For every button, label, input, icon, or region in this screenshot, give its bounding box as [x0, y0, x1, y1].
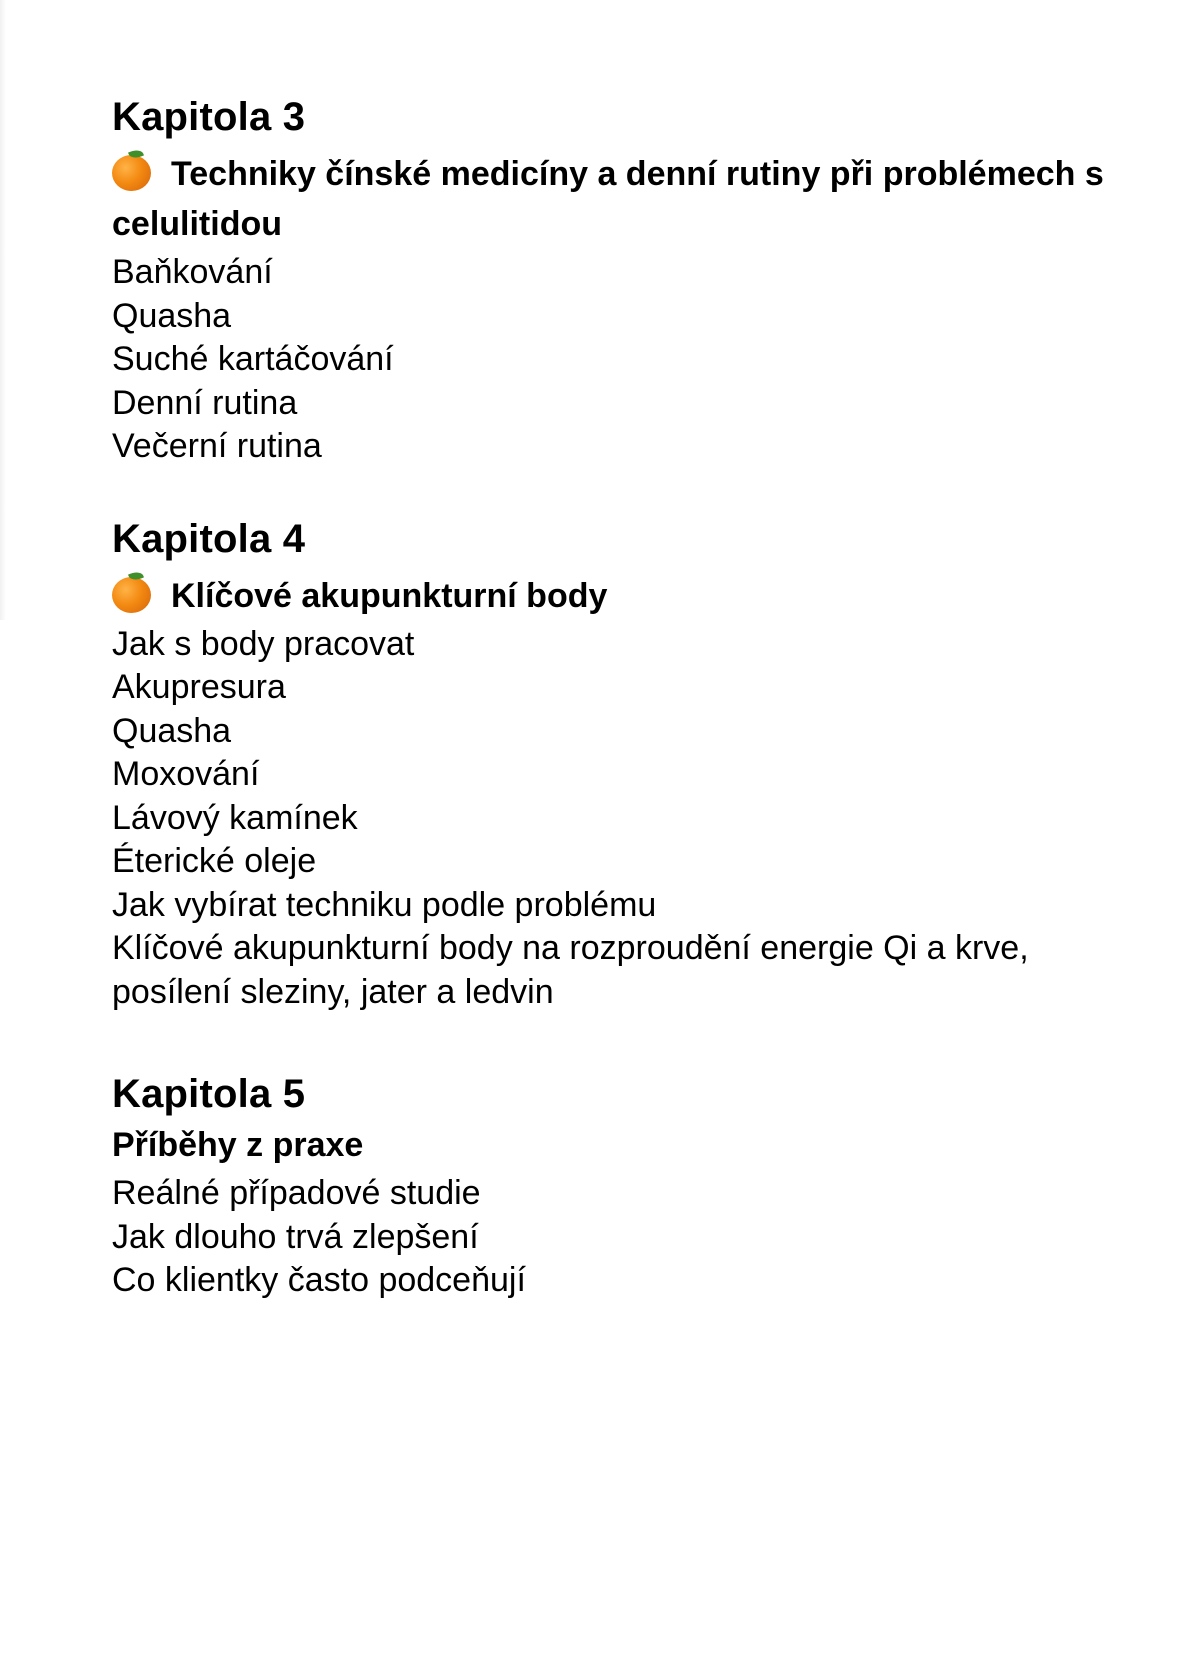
table-of-contents [112, 93, 1122, 1303]
list-item: Reálné případové studie [112, 1174, 481, 1212]
chapter-item-list [112, 251, 1122, 469]
chapter-4 [112, 515, 1122, 1015]
list-item: Suché kartáčování [112, 340, 394, 378]
list-item: Denní rutina [112, 383, 298, 422]
chapter-heading: Kapitola 5 [112, 1072, 306, 1116]
list-item: Jak vybírat techniku podle problému [112, 885, 657, 924]
list-item: Baňkování [112, 253, 273, 291]
list-item: Co klientky často podceňují [112, 1261, 526, 1299]
chapter-heading: Kapitola 4 [112, 516, 306, 561]
chapter-item-list [112, 1172, 1122, 1303]
chapter-3 [112, 93, 1122, 469]
chapter-title: Příběhy z praxe [112, 1126, 364, 1164]
list-item: Lávový kamínek [112, 798, 358, 837]
chapter-5 [112, 1070, 1122, 1303]
chapter-title-text: Klíčové akupunkturní body [171, 576, 608, 615]
orange-fruit-icon [112, 574, 151, 613]
list-item: Éterické oleje [112, 842, 317, 880]
list-item: Klíčové akupunkturní body na rozproudění energie Qi a krve, posílení sleziny, jater a ledvin [112, 929, 1029, 1011]
list-item: Akupresura [112, 668, 286, 706]
list-item: Quasha [112, 296, 232, 335]
list-item: Jak dlouho trvá zlepšení [112, 1217, 479, 1256]
orange-fruit-icon [112, 152, 151, 191]
page-edge-shadow [0, 0, 6, 620]
chapter-item-list [112, 623, 1122, 1015]
chapter-title [112, 149, 1122, 249]
chapter-title-text: Techniky čínské medicíny a denní rutiny při problémech s celulitidou [112, 155, 1104, 243]
list-item: Quasha [112, 711, 232, 750]
list-item: Jak s body pracovat [112, 624, 415, 663]
list-item: Večerní rutina [112, 427, 322, 465]
chapter-title [112, 571, 1122, 621]
list-item: Moxování [112, 755, 260, 793]
chapter-heading: Kapitola 3 [112, 95, 306, 139]
